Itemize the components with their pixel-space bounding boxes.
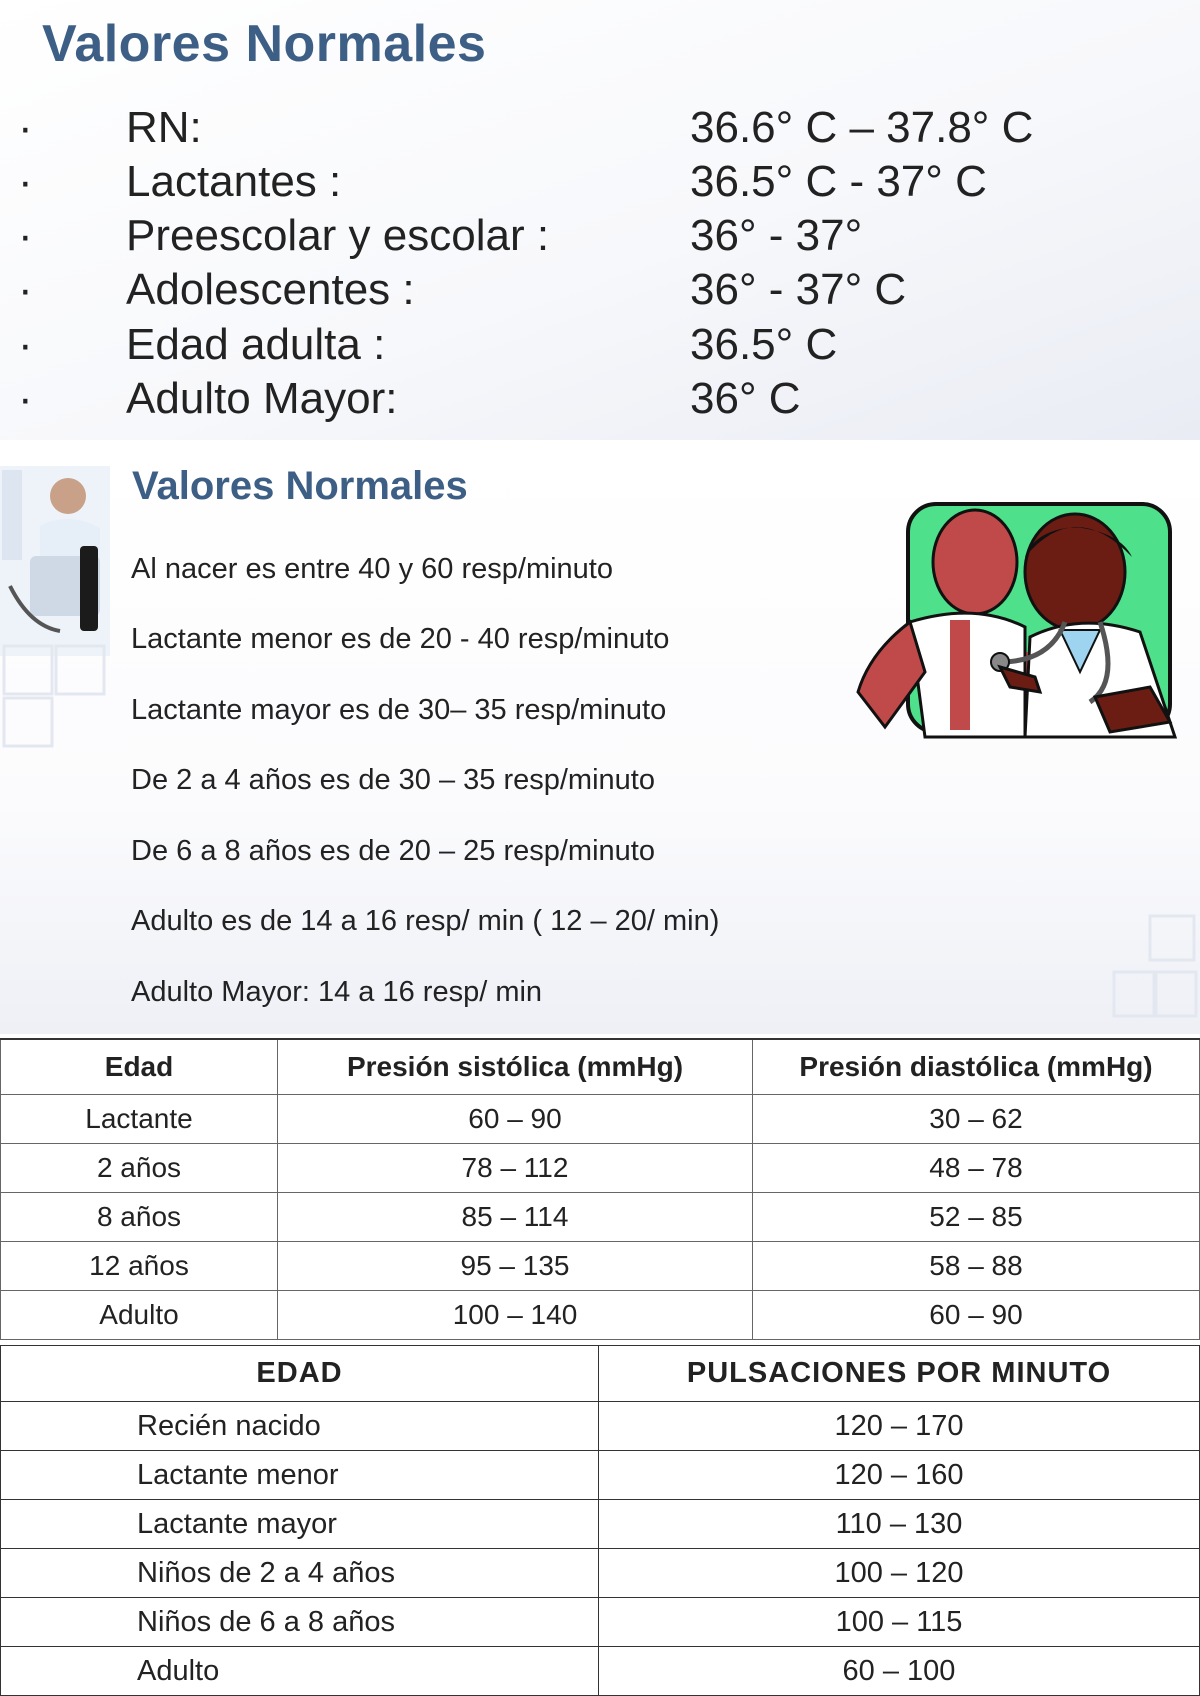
table-cell: 100 – 140 <box>278 1291 753 1340</box>
table-cell: 30 – 62 <box>753 1095 1200 1144</box>
table-cell: 2 años <box>1 1144 278 1193</box>
column-header: EDAD <box>1 1346 599 1402</box>
temperature-row <box>0 211 1200 265</box>
table-cell: Lactante <box>1 1095 278 1144</box>
grid-decoration-icon <box>1110 912 1200 1032</box>
table-cell: 58 – 88 <box>753 1242 1200 1291</box>
respiration-line: Adulto es de 14 a 16 resp/ min ( 12 – 20/ min) <box>131 905 720 937</box>
table-cell: 8 años <box>1 1193 278 1242</box>
table-cell: Lactante mayor <box>1 1500 599 1549</box>
bullet: · <box>18 374 33 423</box>
respiration-line: Lactante mayor es de 30– 35 resp/minuto <box>131 694 667 726</box>
pulse-table <box>0 1345 1200 1696</box>
temperature-value: 36° - 37° C <box>690 265 907 314</box>
temperature-row <box>0 265 1200 319</box>
table-cell: 52 – 85 <box>753 1193 1200 1242</box>
table-row <box>1 1647 1200 1696</box>
blood-pressure-table <box>0 1038 1200 1340</box>
table-cell: 100 – 120 <box>599 1549 1200 1598</box>
table-cell: 120 – 170 <box>599 1402 1200 1451</box>
table-row <box>1 1193 1200 1242</box>
respiration-line: De 6 a 8 años es de 20 – 25 resp/minuto <box>131 835 655 867</box>
respiration-line: Adulto Mayor: 14 a 16 resp/ min <box>131 976 543 1008</box>
temperature-section <box>0 0 1200 440</box>
temperature-row <box>0 103 1200 157</box>
temperature-label: Adulto Mayor: <box>126 374 398 423</box>
table-cell: 85 – 114 <box>278 1193 753 1242</box>
table-cell: Adulto <box>1 1291 278 1340</box>
temperature-label: RN: <box>126 103 202 152</box>
bullet: · <box>18 103 33 152</box>
temperature-row <box>0 374 1200 428</box>
table-row <box>1 1144 1200 1193</box>
table-cell: 60 – 90 <box>278 1095 753 1144</box>
respiration-section <box>0 462 1200 1034</box>
table-cell: 95 – 135 <box>278 1242 753 1291</box>
temperature-label: Lactantes : <box>126 157 342 206</box>
temperature-label: Adolescentes : <box>126 265 415 314</box>
table-row <box>1 1451 1200 1500</box>
table-cell: Adulto <box>1 1647 599 1696</box>
table-row <box>1 1242 1200 1291</box>
table-row <box>1 1500 1200 1549</box>
bullet: · <box>18 157 33 206</box>
respiration-line: De 2 a 4 años es de 30 – 35 resp/minuto <box>131 764 655 796</box>
temperature-title: Valores Normales <box>42 15 487 73</box>
table-header-row <box>1 1039 1200 1095</box>
temperature-row <box>0 320 1200 374</box>
temperature-label: Edad adulta : <box>126 320 386 369</box>
temperature-row <box>0 157 1200 211</box>
temperature-value: 36.5° C <box>690 320 838 369</box>
bullet: · <box>18 320 33 369</box>
temperature-value: 36° - 37° <box>690 211 863 260</box>
table-cell: 12 años <box>1 1242 278 1291</box>
table-row <box>1 1598 1200 1647</box>
table-cell: 60 – 100 <box>599 1647 1200 1696</box>
bullet: · <box>18 211 33 260</box>
doctor-patient-illustration <box>850 502 1180 742</box>
temperature-value: 36.6° C – 37.8° C <box>690 103 1034 152</box>
temperature-value: 36° C <box>690 374 801 423</box>
table-cell: 48 – 78 <box>753 1144 1200 1193</box>
respiration-line: Lactante menor es de 20 - 40 resp/minuto <box>131 623 670 655</box>
table-cell: Lactante menor <box>1 1451 599 1500</box>
table-cell: 100 – 115 <box>599 1598 1200 1647</box>
patient-photo-icon <box>0 466 110 656</box>
respiration-line: Al nacer es entre 40 y 60 resp/minuto <box>131 553 613 585</box>
temperature-label: Preescolar y escolar : <box>126 211 550 260</box>
respiration-title: Valores Normales <box>132 464 468 508</box>
table-cell: Niños de 6 a 8 años <box>1 1598 599 1647</box>
table-row <box>1 1095 1200 1144</box>
column-header: Presión sistólica (mmHg) <box>278 1039 753 1095</box>
table-cell: 60 – 90 <box>753 1291 1200 1340</box>
table-cell: Niños de 2 a 4 años <box>1 1549 599 1598</box>
column-header: Edad <box>1 1039 278 1095</box>
column-header: Presión diastólica (mmHg) <box>753 1039 1200 1095</box>
table-cell: Recién nacido <box>1 1402 599 1451</box>
temperature-value: 36.5° C - 37° C <box>690 157 987 206</box>
grid-decoration-icon <box>0 642 120 762</box>
table-row <box>1 1291 1200 1340</box>
table-cell: 110 – 130 <box>599 1500 1200 1549</box>
table-cell: 120 – 160 <box>599 1451 1200 1500</box>
bullet: · <box>18 265 33 314</box>
table-row <box>1 1402 1200 1451</box>
table-row <box>1 1549 1200 1598</box>
column-header: PULSACIONES POR MINUTO <box>599 1346 1200 1402</box>
table-header-row <box>1 1346 1200 1402</box>
table-cell: 78 – 112 <box>278 1144 753 1193</box>
